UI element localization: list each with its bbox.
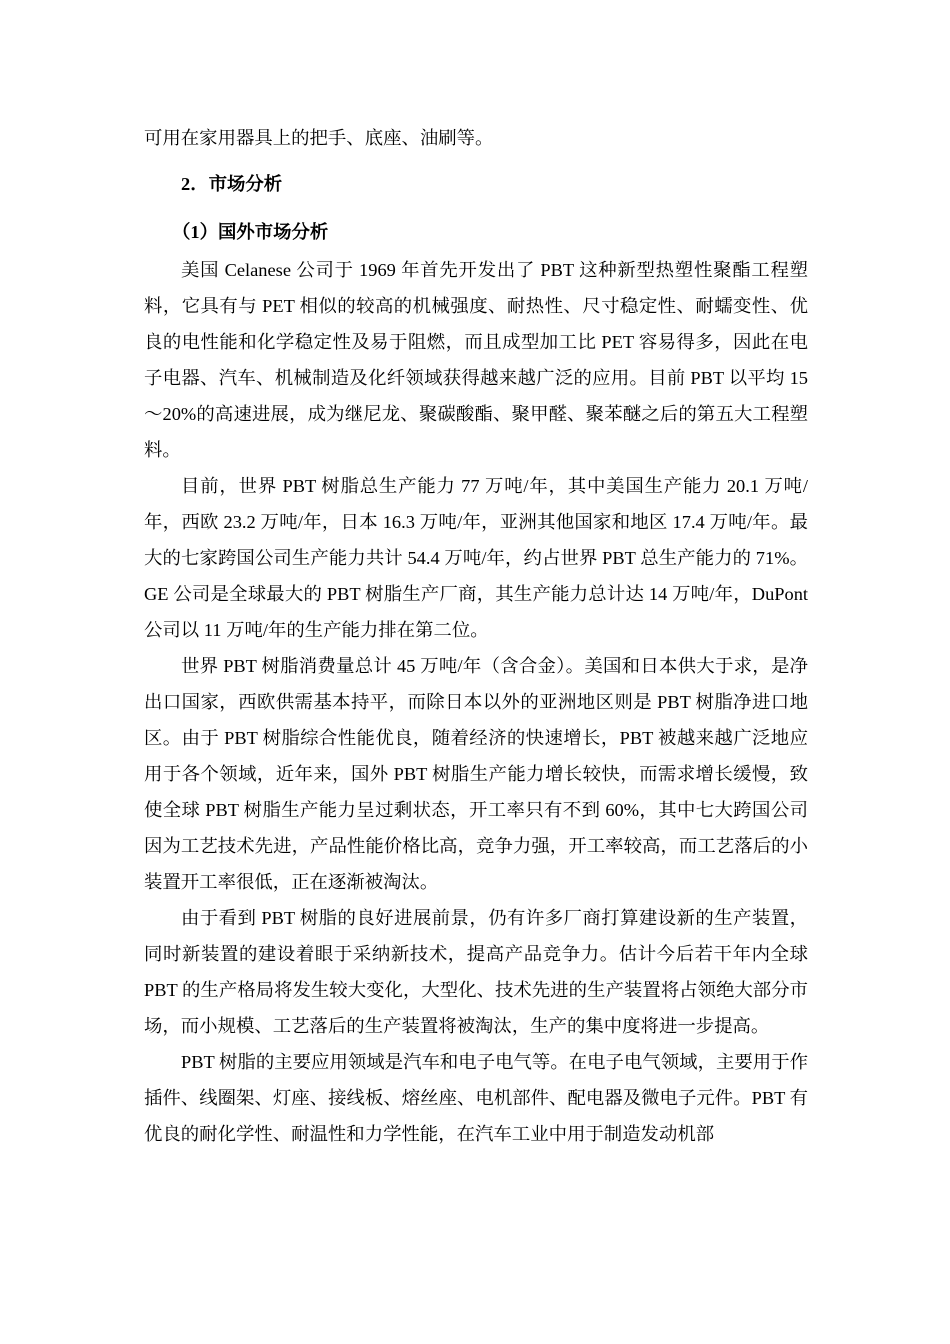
subsection-heading: （1）国外市场分析 [172,222,329,242]
document-body [144,120,808,1152]
paragraph-pbt-capacity: 目前，世界 PBT 树脂总生产能力 77 万吨/年，其中美国生产能力 20.1 万吨/年，西欧 23.2 万吨/年，日本 16.3 万吨/年，亚洲其他国家和地区 17.4 万吨/年。最大的七家跨国公司生产能力共计 54.4 万吨/年，约占世界 PBT 总生产能力的 71%。GE 公司是全球最大的 PBT 树脂生产厂商，其生产能力总计达 14 万吨/年，DuPont 公司以 11 万吨/年的生产能力排在第二位。 [144,476,808,640]
paragraph-pbt-applications: PBT 树脂的主要应用领域是汽车和电子电气等。在电子电气领域，主要用于作插件、线圈架、灯座、接线板、熔丝座、电机部件、配电器及微电子元件。PBT 有优良的耐化学性、耐温性和力学性能，在汽车工业中用于制造发动机部 [144,1052,808,1144]
paragraph-pbt-history: 美国 Celanese 公司于 1969 年首先开发出了 PBT 这种新型热塑性聚酯工程塑料，它具有与 PET 相似的较高的机械强度、耐热性、尺寸稳定性、耐蠕变性、优良的电性能和化学稳定性及易于阻燃，而且成型加工比 PET 容易得多，因此在电子电器、汽车、机械制造及化纤领域获得越来越广泛的应用。目前 PBT 以平均 15～20%的高速进展，成为继尼龙、聚碳酸酯、聚甲醛、聚苯醚之后的第五大工程塑料。 [144,260,808,460]
paragraph-pbt-consumption: 世界 PBT 树脂消费量总计 45 万吨/年（含合金）。美国和日本供大于求，是净出口国家，西欧供需基本持平，而除日本以外的亚洲地区则是 PBT 树脂净进口地区。由于 PBT 树脂综合性能优良，随着经济的快速增长，PBT 被越来越广泛地应用于各个领域，近年来，国外 PBT 树脂生产能力增长较快，而需求增长缓慢，致使全球 PBT 树脂生产能力呈过剩状态，开工率只有不到 60%，其中七大跨国公司因为工艺技术先进，产品性能价格比高，竞争力强，开工率较高，而工艺落后的小装置开工率很低，正在逐渐被淘汰。 [144,656,808,892]
paragraph-pbt-outlook: 由于看到 PBT 树脂的良好进展前景，仍有许多厂商打算建设新的生产装置，同时新装置的建设着眼于采纳新技术，提高产品竞争力。估计今后若干年内全球 PBT 的生产格局将发生较大变化，大型化、技术先进的生产装置将占领绝大部分市场，而小规模、工艺落后的生产装置将被淘汰，生产的集中度将进一步提高。 [144,908,808,1036]
paragraph-continuation: 可用在家用器具上的把手、底座、油刷等。 [144,128,494,148]
section-heading: 2．市场分析 [181,174,283,194]
